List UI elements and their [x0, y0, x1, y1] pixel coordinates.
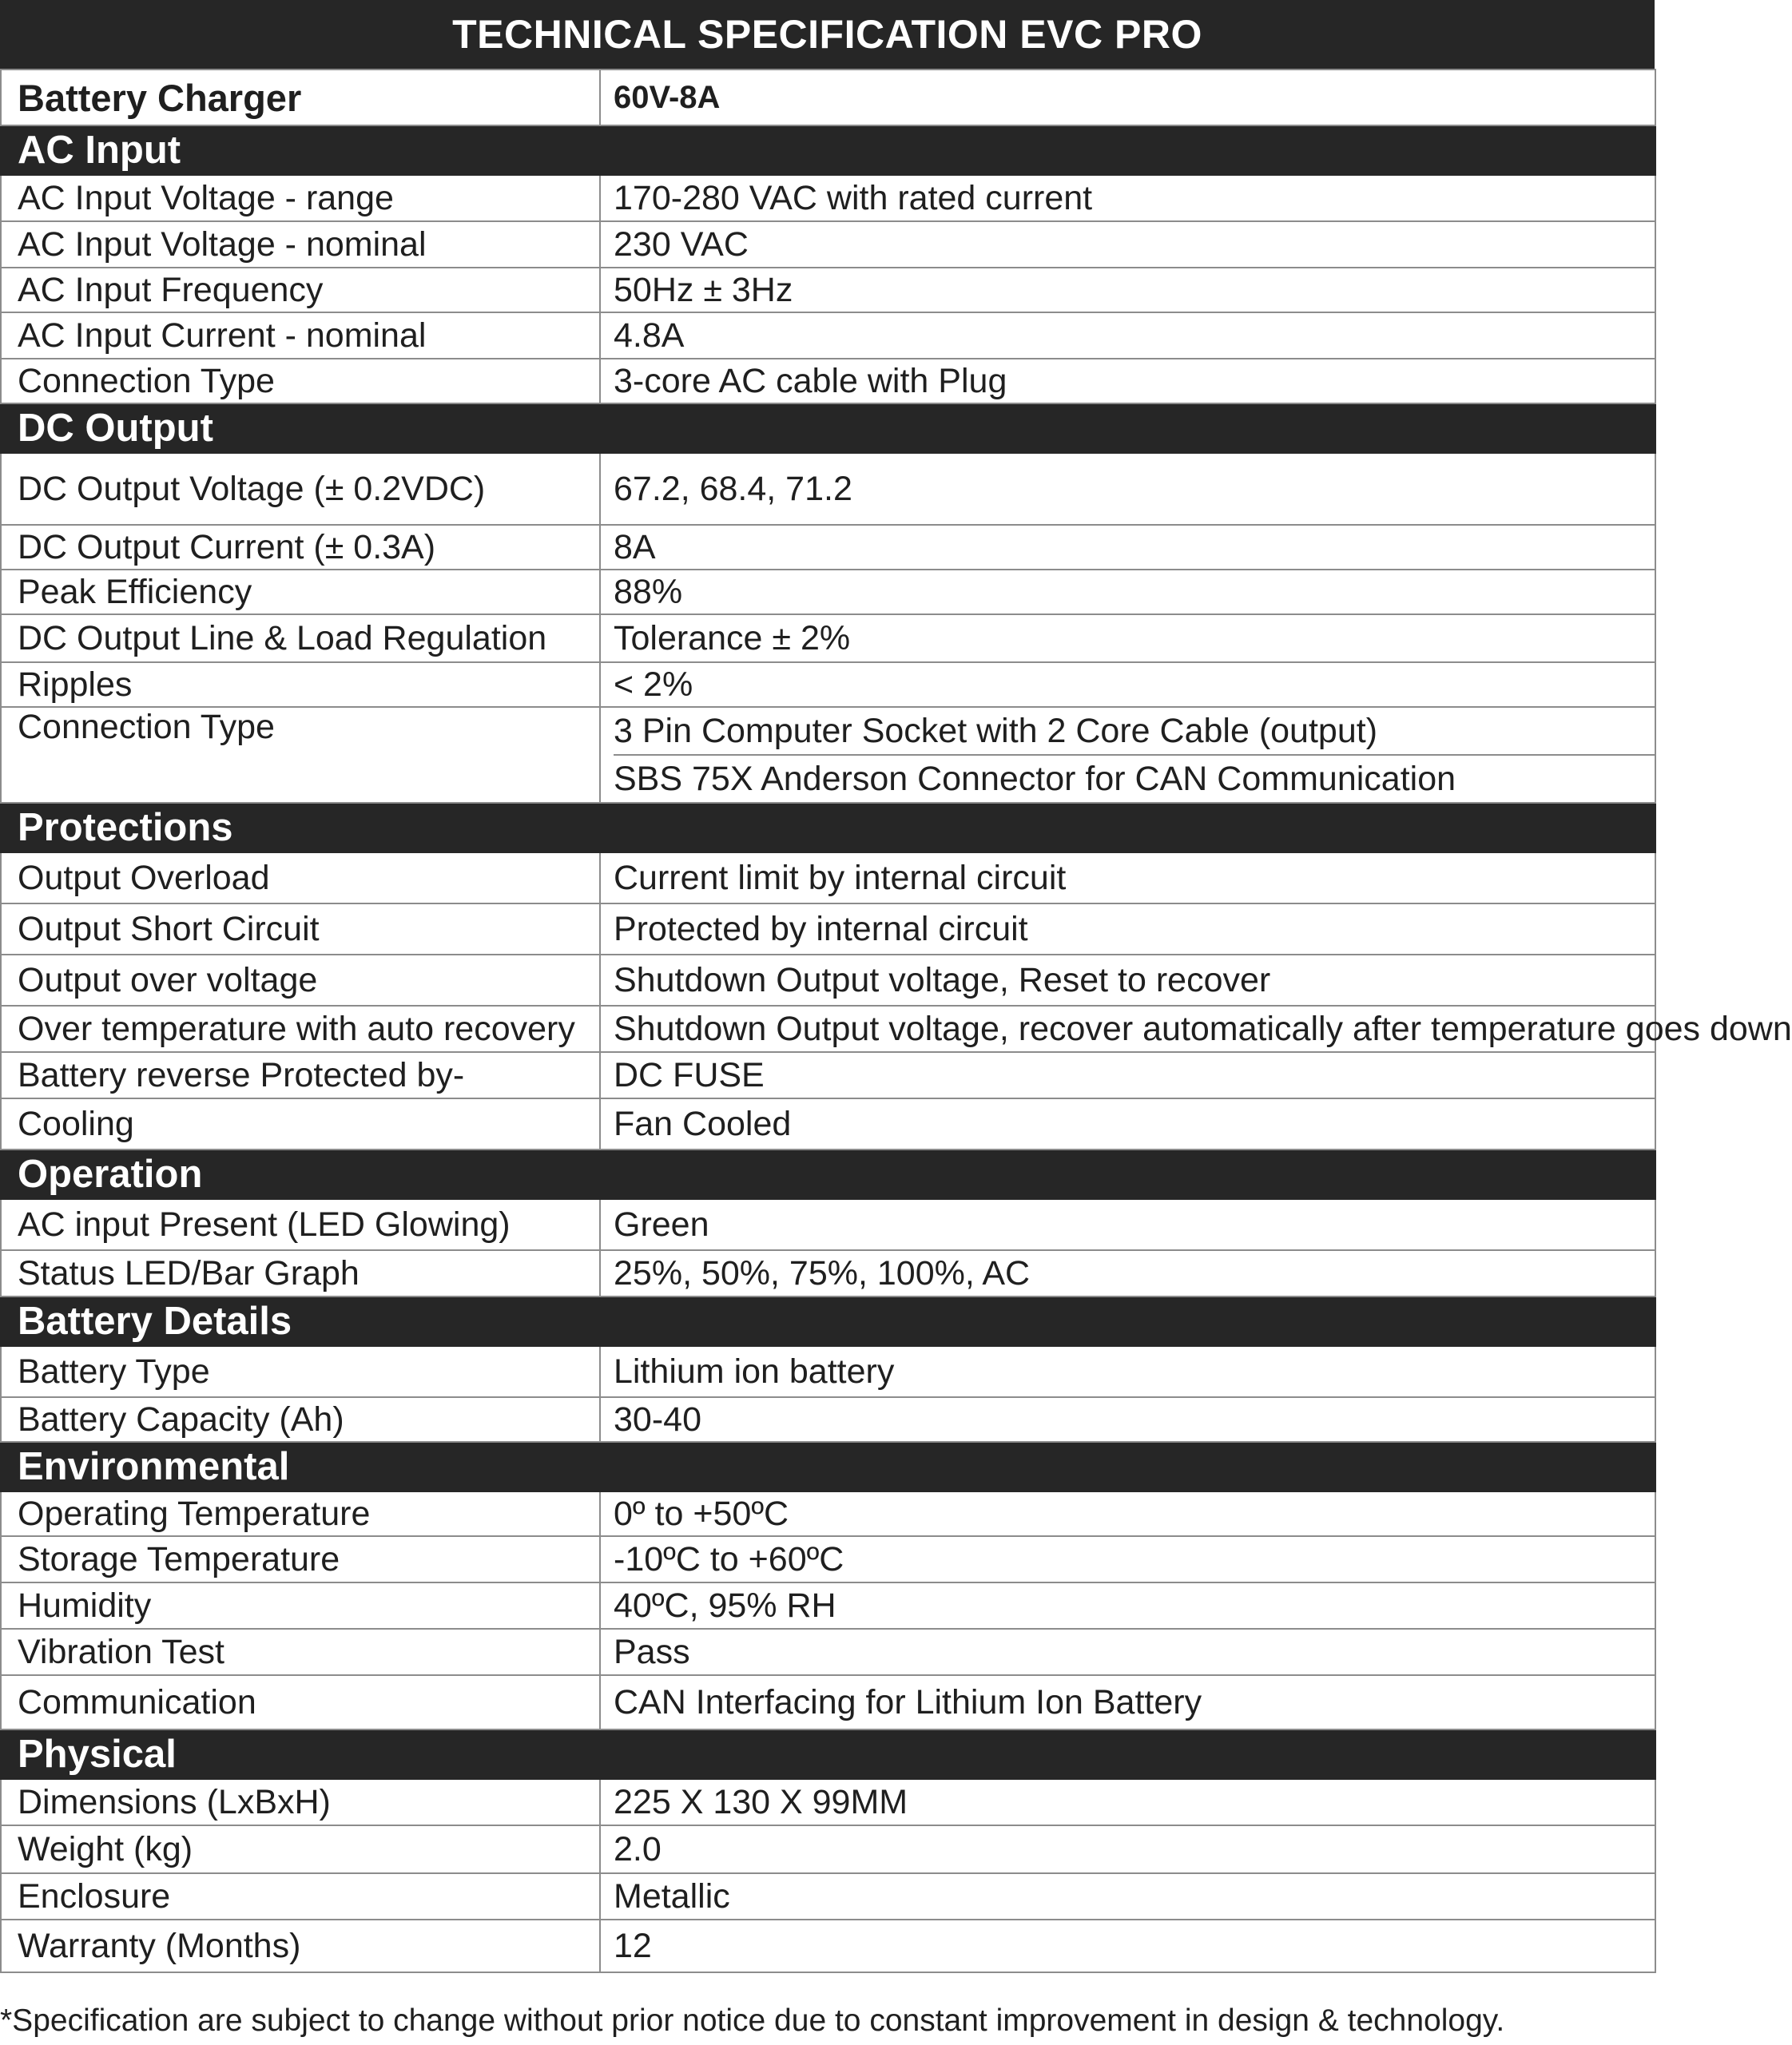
spec-row	[1, 175, 1655, 221]
spec-label: Humidity	[1, 1582, 600, 1629]
spec-label: AC input Present (LED Glowing)	[1, 1199, 600, 1250]
spec-label: Output over voltage	[1, 955, 600, 1006]
spec-label: Ripples	[1, 662, 600, 707]
spec-row	[1, 1491, 1655, 1536]
spec-row	[1, 662, 1655, 707]
spec-label: Status LED/Bar Graph	[1, 1250, 600, 1296]
spec-value: 25%, 50%, 75%, 100%, AC	[600, 1250, 1655, 1296]
spec-row	[1, 1582, 1655, 1629]
section-header	[1, 1296, 1655, 1346]
spec-value: 225 X 130 X 99MM	[600, 1779, 1655, 1825]
spec-row	[1, 453, 1655, 525]
spec-row	[1, 707, 1655, 803]
spec-row	[1, 955, 1655, 1006]
spec-value	[600, 707, 1655, 803]
section-title: Environmental	[1, 1442, 1655, 1491]
spec-label: Peak Efficiency	[1, 570, 600, 614]
spec-row	[1, 221, 1655, 268]
header-value: 60V-8A	[600, 69, 1655, 125]
spec-value: Pass	[600, 1629, 1655, 1675]
spec-row	[1, 570, 1655, 614]
section-title: Operation	[1, 1150, 1655, 1199]
spec-value: Fan Cooled	[600, 1098, 1655, 1150]
spec-row	[1, 312, 1655, 359]
spec-value: -10ºC to +60ºC	[600, 1536, 1655, 1582]
header-label: Battery Charger	[1, 69, 600, 125]
spec-label: Vibration Test	[1, 1629, 600, 1675]
spec-value: Protected by internal circuit	[600, 903, 1655, 955]
spec-label: Communication	[1, 1675, 600, 1729]
spec-label: DC Output Voltage (± 0.2VDC)	[1, 453, 600, 525]
section-header	[1, 1729, 1655, 1779]
spec-label: Storage Temperature	[1, 1536, 600, 1582]
spec-value: < 2%	[600, 662, 1655, 707]
spec-row	[1, 1098, 1655, 1150]
section-header	[1, 403, 1655, 453]
section-header	[1, 1150, 1655, 1199]
spec-value: 50Hz ± 3Hz	[600, 268, 1655, 312]
spec-row	[1, 1825, 1655, 1873]
spec-value: 40ºC, 95% RH	[600, 1582, 1655, 1629]
spec-value-line: SBS 75X Anderson Connector for CAN Communication	[614, 754, 1655, 802]
spec-row	[1, 1873, 1655, 1920]
spec-label: Over temperature with auto recovery	[1, 1006, 600, 1052]
spec-value: Shutdown Output voltage, recover automatically after temperature goes down	[600, 1006, 1655, 1052]
spec-value: Green	[600, 1199, 1655, 1250]
spec-label: Weight (kg)	[1, 1825, 600, 1873]
spec-label: DC Output Current (± 0.3A)	[1, 525, 600, 570]
spec-value: Lithium ion battery	[600, 1346, 1655, 1397]
footnote: *Specification are subject to change without prior notice due to constant improvement in design & technology.	[0, 2003, 1505, 2038]
spec-label: Connection Type	[1, 359, 600, 403]
spec-table	[0, 69, 1792, 1973]
spec-label: Dimensions (LxBxH)	[1, 1779, 600, 1825]
spec-row	[1, 525, 1655, 570]
section-header	[1, 803, 1655, 852]
spec-value: 0º to +50ºC	[600, 1491, 1655, 1536]
spec-row	[1, 1397, 1655, 1442]
spec-label: Enclosure	[1, 1873, 600, 1920]
spec-row	[1, 614, 1655, 662]
section-title: Physical	[1, 1729, 1655, 1779]
spec-label: AC Input Frequency	[1, 268, 600, 312]
spec-row	[1, 1250, 1655, 1296]
section-header	[1, 1442, 1655, 1491]
spec-value: Tolerance ± 2%	[600, 614, 1655, 662]
spec-row	[1, 1675, 1655, 1729]
spec-value: 30-40	[600, 1397, 1655, 1442]
spec-label: Output Short Circuit	[1, 903, 600, 955]
header-row	[1, 69, 1655, 125]
spec-row	[1, 1629, 1655, 1675]
spec-label: AC Input Current - nominal	[1, 312, 600, 359]
spec-value: Current limit by internal circuit	[600, 852, 1655, 903]
spec-row	[1, 852, 1655, 903]
spec-label: Battery Type	[1, 1346, 600, 1397]
spec-row	[1, 1920, 1655, 1972]
spec-label: Output Overload	[1, 852, 600, 903]
spec-row	[1, 1536, 1655, 1582]
spec-row	[1, 1779, 1655, 1825]
spec-value: 12	[600, 1920, 1655, 1972]
section-title: DC Output	[1, 403, 1655, 453]
spec-label: Operating Temperature	[1, 1491, 600, 1536]
section-title: AC Input	[1, 125, 1655, 175]
section-title: Protections	[1, 803, 1655, 852]
spec-value: 170-280 VAC with rated current	[600, 175, 1655, 221]
page-title: TECHNICAL SPECIFICATION EVC PRO	[0, 0, 1655, 69]
spec-row	[1, 268, 1655, 312]
spec-value: 67.2, 68.4, 71.2	[600, 453, 1655, 525]
spec-row	[1, 1006, 1655, 1052]
spec-row	[1, 1199, 1655, 1250]
section-header	[1, 125, 1655, 175]
spec-label: Warranty (Months)	[1, 1920, 600, 1972]
spec-value: 230 VAC	[600, 221, 1655, 268]
spec-value: Shutdown Output voltage, Reset to recover	[600, 955, 1655, 1006]
spec-row	[1, 1052, 1655, 1098]
spec-label: AC Input Voltage - nominal	[1, 221, 600, 268]
spec-value: 88%	[600, 570, 1655, 614]
spec-value: 2.0	[600, 1825, 1655, 1873]
spec-row	[1, 359, 1655, 403]
spec-label: Connection Type	[1, 707, 600, 803]
spec-row	[1, 1346, 1655, 1397]
spec-label: Battery reverse Protected by-	[1, 1052, 600, 1098]
spec-value: DC FUSE	[600, 1052, 1655, 1098]
spec-value: 3-core AC cable with Plug	[600, 359, 1655, 403]
spec-label: DC Output Line & Load Regulation	[1, 614, 600, 662]
spec-value-line: 3 Pin Computer Socket with 2 Core Cable (output)	[614, 712, 1378, 750]
section-title: Battery Details	[1, 1296, 1655, 1346]
spec-value: CAN Interfacing for Lithium Ion Battery	[600, 1675, 1655, 1729]
spec-label: AC Input Voltage - range	[1, 175, 600, 221]
spec-row	[1, 903, 1655, 955]
spec-value: 8A	[600, 525, 1655, 570]
spec-value: Metallic	[600, 1873, 1655, 1920]
spec-value: 4.8A	[600, 312, 1655, 359]
spec-label: Cooling	[1, 1098, 600, 1150]
spec-label: Battery Capacity (Ah)	[1, 1397, 600, 1442]
